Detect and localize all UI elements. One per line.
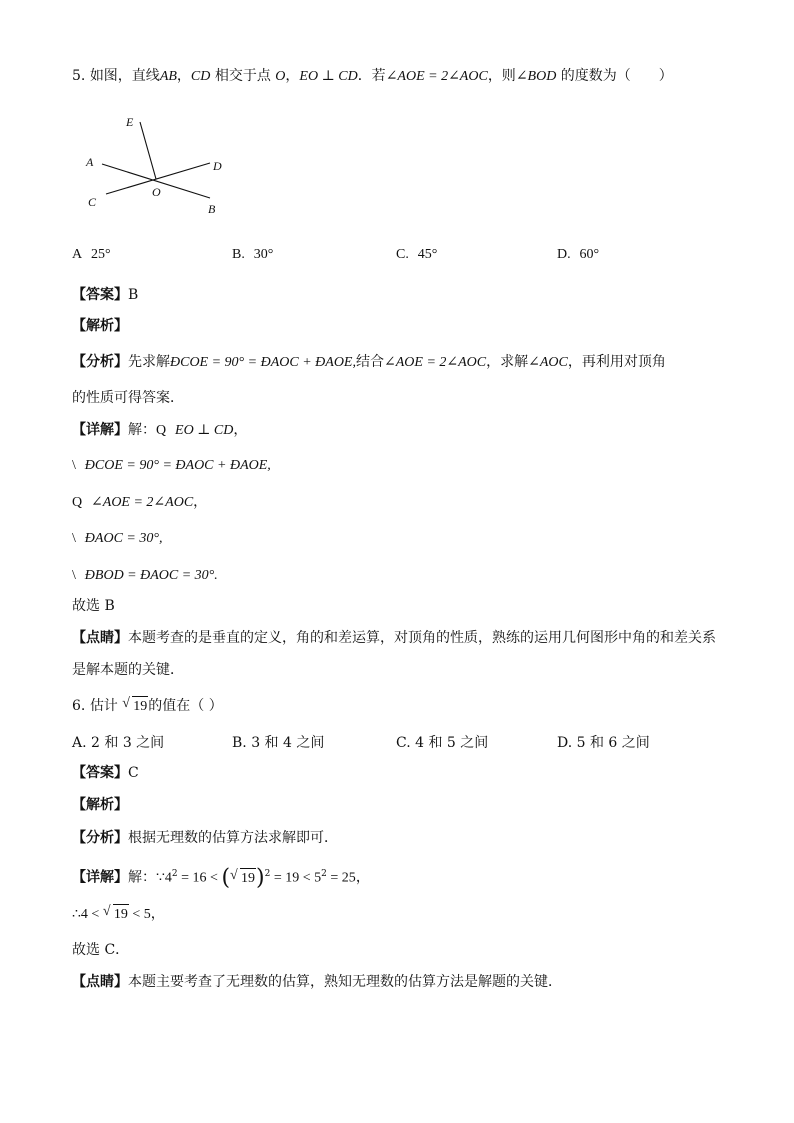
q5-stem <box>72 66 673 87</box>
fenxi-eq: ÐCOE = 90° = ÐAOC + ÐAOE, <box>170 355 356 370</box>
exponent: 2 <box>171 869 178 879</box>
step-eq: < 5 <box>128 907 151 922</box>
because-symbol: Q <box>156 423 167 438</box>
q6-stem-text: 估计 <box>89 698 118 714</box>
q5-option-text: 60° <box>579 247 600 262</box>
sqrt-expression <box>122 696 148 717</box>
q6-fenxi <box>72 828 338 848</box>
q6-option-b[interactable] <box>232 733 324 753</box>
answer-value: B <box>128 287 139 303</box>
q5-number: 5. <box>72 68 86 84</box>
q5-answer <box>72 285 138 305</box>
step-eq: ∴4 < <box>72 907 103 922</box>
q5-fenxi <box>72 352 666 373</box>
label-a: A <box>86 155 94 169</box>
fenxi-tag: 【分析】 <box>72 354 128 370</box>
punct: ， <box>233 422 248 438</box>
q5-stem-eq: ∠AOE = 2∠AOC <box>385 69 488 84</box>
q5-stem-text: 的度数为（ ） <box>556 68 673 84</box>
fenxi-eq: ∠AOE = 2∠AOC <box>384 355 487 370</box>
answer-tag: 【答案】 <box>72 287 128 303</box>
q5-stem-cd: CD <box>190 69 211 84</box>
q5-stem-o: O <box>275 69 286 84</box>
q5-dianjing <box>72 628 716 648</box>
q5-option-letter: B. <box>232 247 245 262</box>
q5-analysis-heading <box>72 316 128 336</box>
q5-stem-text: 相交于点 <box>210 68 276 84</box>
q5-option-letter: C. <box>396 247 409 262</box>
q5-xiangjie-4 <box>72 528 162 549</box>
dianjing-text: 本题主要考查了无理数的估算，熟知无理数的估算方法是解题的关键． <box>128 974 562 990</box>
q5-option-letter: A <box>72 247 83 262</box>
q5-stem-text: ， <box>285 68 300 84</box>
q5-fenxi-cont <box>72 388 184 408</box>
q5-option-d[interactable] <box>557 244 599 265</box>
sqrt-expression <box>230 868 256 889</box>
q5-option-text: 30° <box>253 247 274 262</box>
dianjing-tag: 【点睛】 <box>72 974 128 990</box>
therefore-symbol: \ <box>72 568 76 583</box>
step-eq: EO ⊥ CD <box>175 423 234 438</box>
because-symbol: Q <box>72 495 83 510</box>
fenxi-text: 先求解 <box>128 354 170 370</box>
fenxi-text: 结合 <box>356 354 384 370</box>
q5-guxuan <box>72 596 115 616</box>
q6-xiangjie-1 <box>72 864 370 889</box>
exponent: 2 <box>321 869 327 879</box>
q5-option-text: 25° <box>91 247 111 262</box>
label-c: C <box>88 195 97 209</box>
fenxi-tag: 【分析】 <box>72 830 128 846</box>
q5-stem-bod: ∠BOD <box>515 69 557 84</box>
analysis-tag: 【解析】 <box>72 318 128 334</box>
radicand: 19 <box>132 696 148 717</box>
step-eq: ÐCOE = 90° = ÐAOC + ÐAOE, <box>84 458 271 473</box>
sqrt-expression <box>103 904 129 925</box>
therefore-symbol: \ <box>72 458 76 473</box>
label-o: O <box>152 185 161 199</box>
q5-option-c[interactable] <box>396 244 437 265</box>
q5-xiangjie-2 <box>72 455 271 476</box>
q6-option-a[interactable] <box>72 733 164 753</box>
q5-option-text: 45° <box>417 247 438 262</box>
therefore-symbol: \ <box>72 531 76 546</box>
fenxi-text: 的性质可得答案． <box>72 390 184 406</box>
label-b: B <box>208 202 216 216</box>
answer-value: C <box>128 765 139 781</box>
step-eq: ÐAOC = 30°, <box>84 531 163 546</box>
q5-stem-text: ．若 <box>357 68 386 84</box>
q6-guxuan <box>72 940 129 960</box>
q5-stem-text: 如图，直线 <box>89 68 160 84</box>
dianjing-text: 是解本题的关键． <box>72 662 184 678</box>
step-eq: ÐBOD = ÐAOC = 30°. <box>84 568 218 583</box>
radicand: 19 <box>240 868 256 889</box>
step-eq: = 19 < 5 <box>270 870 322 886</box>
analysis-tag: 【解析】 <box>72 797 128 813</box>
ray-oe <box>140 122 156 179</box>
paren-left: ( <box>221 865 231 891</box>
q6-answer <box>72 763 139 783</box>
q6-stem <box>72 696 223 717</box>
fenxi-text: ，再利用对顶角 <box>567 354 666 370</box>
q5-geometry-diagram <box>72 108 242 220</box>
punct: ， <box>150 906 165 922</box>
xiangjie-text: 解： <box>128 869 156 886</box>
q5-stem-text: ，则 <box>487 68 516 84</box>
exponent: 2 <box>264 869 271 879</box>
q6-option-text: B. 3 和 4 之间 <box>232 735 325 751</box>
q5-stem-perp: EO ⊥ CD <box>299 69 358 84</box>
guxuan-text: 故选 C． <box>72 942 130 958</box>
dianjing-text: 本题考查的是垂直的定义，角的和差运算，对顶角的性质，熟练的运用几何图形中角的和差关系 <box>128 630 716 646</box>
answer-tag: 【答案】 <box>72 765 128 781</box>
label-d: D <box>213 159 222 173</box>
sqrt-icon: √ <box>122 696 130 711</box>
step-eq: ∠AOE = 2∠AOC <box>91 495 194 510</box>
q6-analysis-heading <box>72 795 128 815</box>
q5-stem-comma: ， <box>176 68 191 84</box>
q5-xiangjie-5 <box>72 565 218 586</box>
fenxi-text: 根据无理数的估算方法求解即可． <box>128 830 338 846</box>
q5-stem-ab: AB <box>159 69 177 84</box>
q5-option-a[interactable] <box>72 244 111 265</box>
q6-option-text: D. 5 和 6 之间 <box>557 735 650 751</box>
punct: ， <box>193 494 208 510</box>
xiangjie-tag: 【详解】 <box>72 422 128 438</box>
q5-xiangjie-3 <box>72 492 207 513</box>
q5-xiangjie-1 <box>72 420 247 441</box>
q5-option-letter: D. <box>557 247 571 262</box>
q5-dianjing-cont <box>72 660 184 680</box>
punct: ， <box>355 869 370 886</box>
q6-option-text: A. 2 和 3 之间 <box>72 735 165 751</box>
step-eq: = 25 <box>326 870 356 886</box>
q6-stem-text: 的值在（ ） <box>148 698 223 714</box>
sqrt-icon: √ <box>102 904 111 919</box>
dianjing-tag: 【点睛】 <box>72 630 128 646</box>
guxuan-text: 故选 B <box>72 598 115 614</box>
xiangjie-text: 解： <box>128 422 156 438</box>
q6-option-c[interactable] <box>396 733 488 753</box>
fenxi-eq: ∠AOC <box>528 355 568 370</box>
q6-dianjing <box>72 972 562 992</box>
label-e: E <box>126 115 134 129</box>
radicand: 19 <box>113 904 129 925</box>
sqrt-icon: √ <box>230 867 238 883</box>
q5-option-b[interactable] <box>232 244 273 265</box>
q6-option-d[interactable] <box>557 733 650 753</box>
step-eq: = 16 < <box>177 870 222 886</box>
q6-number: 6. <box>72 698 86 714</box>
xiangjie-tag: 【详解】 <box>72 869 128 886</box>
q6-option-text: C. 4 和 5 之间 <box>396 735 489 751</box>
step-eq: ∵4 <box>156 870 172 886</box>
paren-right: ) <box>256 865 265 891</box>
q6-xiangjie-2 <box>72 904 165 925</box>
fenxi-text: ，求解 <box>486 354 529 370</box>
